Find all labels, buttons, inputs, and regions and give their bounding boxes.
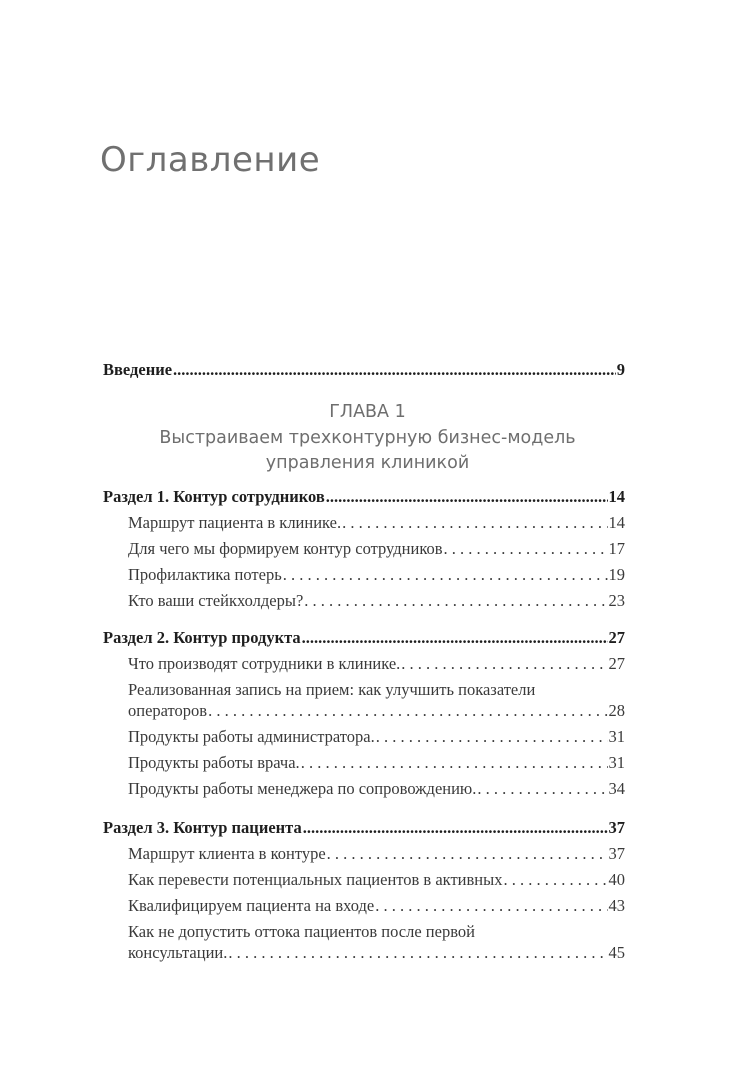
dot-leader bbox=[327, 844, 608, 864]
dot-leader bbox=[342, 513, 607, 533]
toc-page: 37 bbox=[608, 818, 625, 837]
toc-label: Раздел 3. Контур пациента bbox=[103, 818, 302, 837]
toc-page: 31 bbox=[608, 753, 625, 772]
toc-entry[interactable] bbox=[128, 844, 625, 864]
toc-label: Продукты работы администратора. bbox=[128, 727, 375, 746]
dot-leader bbox=[208, 701, 607, 721]
toc-label: Маршрут клиента в контуре bbox=[128, 844, 326, 863]
dot-leader bbox=[304, 591, 607, 611]
toc-page: 43 bbox=[608, 896, 625, 915]
toc-page: 14 bbox=[608, 513, 625, 532]
toc-page: 27 bbox=[608, 654, 625, 673]
toc-page: 27 bbox=[608, 628, 625, 647]
toc-page: 31 bbox=[608, 727, 625, 746]
toc-label: Продукты работы врача. bbox=[128, 753, 300, 772]
toc-entry-line1[interactable]: Реализованная запись на прием: как улучшить показатели bbox=[128, 680, 536, 699]
toc-page: 14 bbox=[608, 487, 625, 506]
toc-label: Кто ваши стейкхолдеры? bbox=[128, 591, 304, 610]
toc-label: Введение bbox=[103, 360, 173, 379]
toc-section-1[interactable] bbox=[103, 487, 625, 507]
dot-leader bbox=[477, 779, 607, 799]
dot-leader bbox=[303, 818, 608, 838]
toc-section-3[interactable] bbox=[103, 818, 625, 838]
toc-entry[interactable] bbox=[128, 513, 625, 533]
toc-label: Квалифицируем пациента на входе bbox=[128, 896, 375, 915]
chapter-number: ГЛАВА 1 bbox=[329, 402, 406, 422]
toc-entry[interactable] bbox=[128, 591, 625, 611]
toc-entry[interactable] bbox=[128, 539, 625, 559]
toc-label: Продукты работы менеджера по сопровождению. bbox=[128, 779, 477, 798]
chapter-title-line1: Выстраиваем трехконтурную бизнес-модель bbox=[159, 428, 576, 448]
toc-entry[interactable] bbox=[128, 753, 625, 773]
toc-label: Для чего мы формируем контур сотрудников bbox=[128, 539, 443, 558]
toc-entry[interactable] bbox=[128, 727, 625, 747]
toc-entry[interactable] bbox=[128, 943, 625, 963]
toc-page: 23 bbox=[608, 591, 625, 610]
toc-entry-line1[interactable]: Как не допустить оттока пациентов после первой bbox=[128, 922, 475, 941]
toc-page: 19 bbox=[608, 565, 625, 584]
toc-entry[interactable] bbox=[128, 870, 625, 890]
toc-page: 9 bbox=[616, 360, 625, 379]
toc-label: консультации. bbox=[128, 943, 228, 962]
dot-leader bbox=[326, 487, 608, 507]
toc-label: Раздел 1. Контур сотрудников bbox=[103, 487, 325, 506]
dot-leader bbox=[376, 727, 608, 747]
toc-entry[interactable] bbox=[128, 565, 625, 585]
toc-page: 45 bbox=[608, 943, 625, 962]
dot-leader bbox=[444, 539, 608, 559]
toc-label: Профилактика потерь bbox=[128, 565, 282, 584]
dot-leader bbox=[375, 896, 607, 916]
dot-leader bbox=[302, 628, 608, 648]
toc-label: Маршрут пациента в клинике. bbox=[128, 513, 342, 532]
dot-leader bbox=[503, 870, 607, 890]
toc-page: 17 bbox=[608, 539, 625, 558]
toc-page: 37 bbox=[608, 844, 625, 863]
toc-entry[interactable] bbox=[128, 654, 625, 674]
toc-label: Что производят сотрудники в клинике. bbox=[128, 654, 401, 673]
dot-leader bbox=[228, 943, 607, 963]
toc-label: операторов bbox=[128, 701, 208, 720]
dot-leader bbox=[401, 654, 607, 674]
toc-entry-intro[interactable] bbox=[103, 360, 625, 380]
dot-leader bbox=[301, 753, 608, 773]
toc-label: Раздел 2. Контур продукта bbox=[103, 628, 301, 647]
dot-leader bbox=[173, 360, 616, 380]
toc-section-2[interactable] bbox=[103, 628, 625, 648]
page-title: Оглавление bbox=[100, 140, 321, 180]
toc-page: 40 bbox=[608, 870, 625, 889]
toc-entry[interactable] bbox=[128, 779, 625, 799]
toc-entry[interactable] bbox=[128, 896, 625, 916]
toc-entry[interactable] bbox=[128, 701, 625, 721]
toc-label: Как перевести потенциальных пациентов в активных bbox=[128, 870, 503, 889]
toc-page: 34 bbox=[608, 779, 625, 798]
dot-leader bbox=[283, 565, 608, 585]
chapter-title-line2: управления клиникой bbox=[265, 453, 470, 473]
toc-page: 28 bbox=[608, 701, 625, 720]
